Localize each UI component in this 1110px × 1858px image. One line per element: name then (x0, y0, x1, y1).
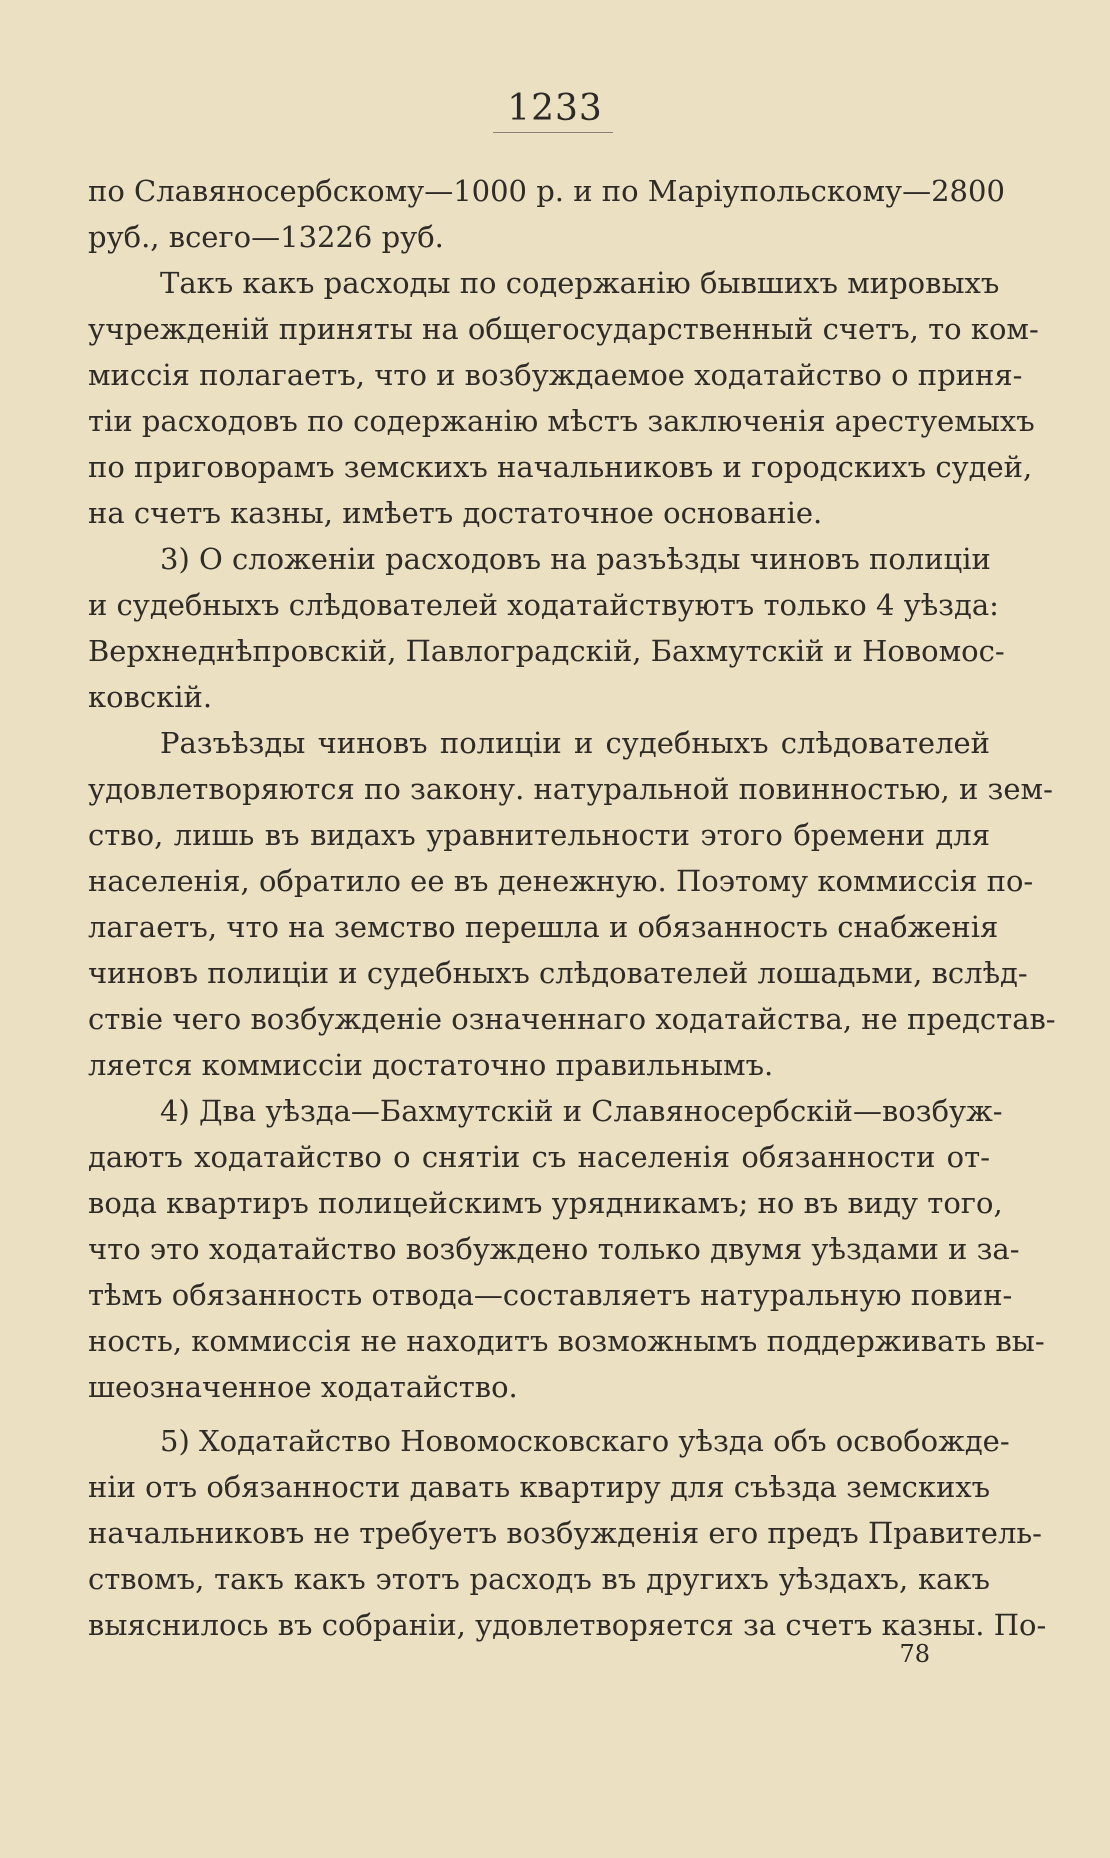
text-line: 3) О сложеніи расходовъ на разъѣзды чиновъ полиціи (160, 542, 991, 576)
text-line: миссія полагаетъ, что и возбуждаемое ходатайство о приня- (88, 358, 1023, 392)
text-line: ковскій. (88, 680, 213, 714)
text-line: 4) Два уѣзда—Бахмутскій и Славяносербскій—возбуж- (160, 1094, 1003, 1128)
text-line: лагаетъ, что на земство перешла и обязанность снабженія (88, 910, 999, 944)
text-line: вода квартиръ полицейскимъ урядникамъ; но въ виду того, (88, 1186, 1003, 1220)
text-line: руб., всего—13226 руб. (88, 220, 444, 254)
text-line: ство, лишь въ видахъ уравнительности этого бремени для (88, 818, 990, 852)
text-line: и судебныхъ слѣдователей ходатайствуютъ только 4 уѣзда: (88, 588, 999, 622)
text-line: удовлетворяются по закону. натуральной повинностью, и зем- (88, 772, 1053, 806)
text-line: выяснилось въ собраніи, удовлетворяется за счетъ казны. По- (88, 1608, 1047, 1642)
text-line: ляется коммиссіи достаточно правильнымъ. (88, 1048, 774, 1082)
text-line: Такъ какъ расходы по содержанію бывшихъ мировыхъ (160, 266, 1000, 300)
text-line: что это ходатайство возбуждено только двумя уѣздами и за- (88, 1232, 1020, 1266)
body-text (88, 168, 1056, 1648)
text-line: 5) Ходатайство Новомосковскаго уѣзда объ освобожде- (160, 1424, 1010, 1458)
text-line: по Славяносербскому—1000 р. и по Маріупольскому—2800 (88, 174, 1005, 208)
text-line: ніи отъ обязанности давать квартиру для съѣзда земскихъ (88, 1470, 991, 1504)
page-number: 1233 (507, 88, 603, 129)
header-rule (493, 132, 613, 133)
text-line: Верхнеднѣпровскій, Павлоградскій, Бахмутскій и Новомос- (88, 634, 1005, 668)
text-line: ность, коммиссія не находитъ возможнымъ поддерживать вы- (88, 1324, 1045, 1358)
text-line: населенія, обратило ее въ денежную. Поэтому коммиссія по- (88, 864, 1034, 898)
text-line: даютъ ходатайство о снятіи съ населенія обязанности от- (88, 1140, 990, 1174)
text-line: ствомъ, такъ какъ этотъ расходъ въ другихъ уѣздахъ, какъ (88, 1562, 990, 1596)
paragraph-gap (88, 1410, 990, 1418)
text-line: Разъѣзды чиновъ полиціи и судебныхъ слѣдователей (160, 726, 990, 760)
text-line: начальниковъ не требуетъ возбужденія его предъ Правитель- (88, 1516, 1042, 1550)
text-line: по приговорамъ земскихъ начальниковъ и городскихъ судей, (88, 450, 1033, 484)
text-line: на счетъ казны, имѣетъ достаточное основаніе. (88, 496, 823, 530)
text-line: тіи расходовъ по содержанію мѣстъ заключенія арестуемыхъ (88, 404, 1035, 438)
signature-mark: 78 (899, 1640, 930, 1668)
text-line: ствіе чего возбужденіе означеннаго ходатайства, не представ- (88, 1002, 1056, 1036)
text-line: учрежденій приняты на общегосударственный счетъ, то ком- (88, 312, 1039, 346)
text-line: чиновъ полиціи и судебныхъ слѣдователей лошадьми, вслѣд- (88, 956, 1028, 990)
text-line: тѣмъ обязанность отвода—составляетъ натуральную повин- (88, 1278, 1013, 1312)
text-line: шеозначенное ходатайство. (88, 1370, 518, 1404)
